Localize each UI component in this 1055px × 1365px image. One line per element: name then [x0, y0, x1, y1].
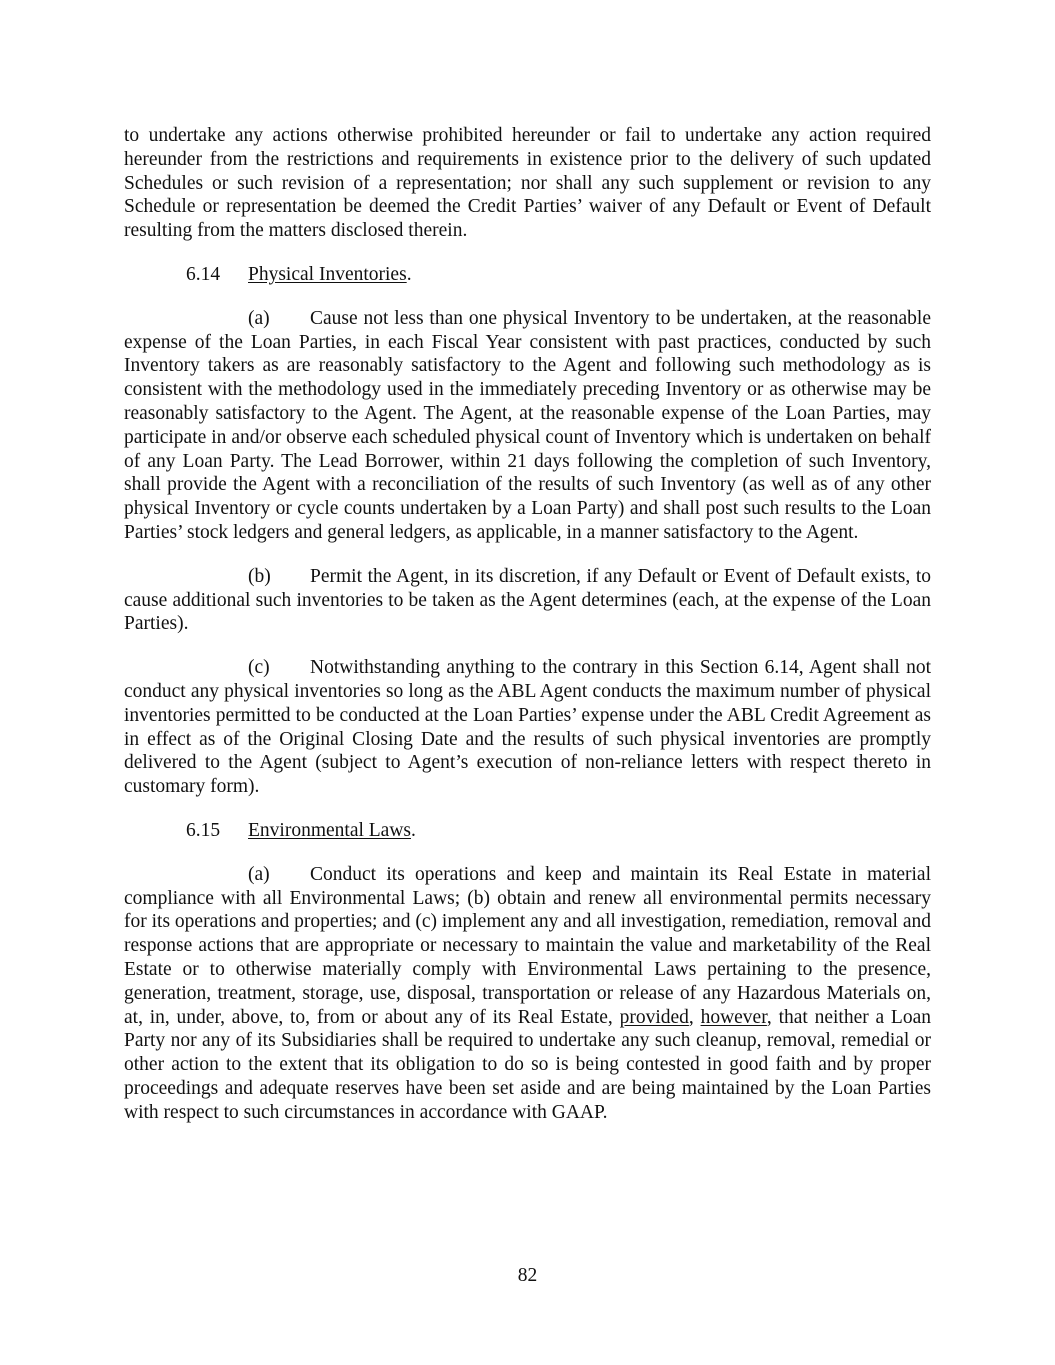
clause-text-part-1: Conduct its operations and keep and maintain its Real Estate in material compliance with all Environmental Laws; (b) obtain and renew all environmental permits necessary for its operations and properties; and (c) implement any and all investigation, remediation, removal and response actions that are appropriate or necessary to maintain the value and marketability of the Real Estate or to otherwise materially comply with Environmental Laws pertaining to the presence, generation, treatment, storage, use, disposal, transportation or release of any Hazardous Materials on, at, in, under, above, to, from or about any of its Real Estate,: [124, 863, 931, 1028]
however-term: however: [700, 1006, 767, 1028]
continuation-paragraph: to undertake any actions otherwise prohibited hereunder or fail to undertake any action required hereunder from the restrictions and requirements in existence prior to the delivery of such updated Schedules or such revision of a representation; nor shall any such supplement or revision to any Schedule or representation be deemed the Credit Parties’ waiver of any Default or Event of Default resulting from the matters disclosed therein.: [124, 125, 931, 242]
document-page: [124, 124, 931, 1124]
clause-label: (b): [248, 565, 271, 587]
page-number: 82: [517, 1265, 538, 1286]
clause-6-14-b: [124, 565, 931, 636]
clause-text-part-2: , that neither a Loan Party nor any of its Subsidiaries shall be required to undertake any such cleanup, removal, remedial or other action to the extent that its obligation to do so is being contested in good faith and by proper proceedings and adequate reserves have been set aside and are being maintained by the Loan Parties with respect to such circumstances in accordance with GAAP.: [124, 1006, 931, 1123]
clause-6-15-a: [124, 863, 931, 1125]
section-title: Environmental Laws: [248, 819, 411, 841]
section-title-period: .: [406, 263, 412, 285]
section-number: 6.14: [186, 263, 221, 285]
clause-label: (a): [248, 307, 270, 329]
section-heading-6-14: [124, 263, 931, 287]
provided-term: provided: [619, 1006, 689, 1028]
section-title-period: .: [411, 819, 416, 841]
clause-6-14-c: [124, 656, 931, 799]
section-title: Physical Inventories: [248, 263, 407, 285]
section-heading-6-15: [124, 819, 931, 843]
clause-label: (c): [248, 657, 270, 679]
clause-label: (a): [248, 863, 270, 885]
separator-comma: ,: [688, 1006, 701, 1028]
clause-text: Cause not less than one physical Inventory to be undertaken, at the reasonable expense of the Loan Parties, in each Fiscal Year consistent with past practices, conducted by such Inventory takers as are reasonably satisfactory to the Agent and following such methodology as is consistent with the methodology used in the immediately preceding Inventory or as otherwise may be reasonably satisfactory to the Agent. The Agent, at the reasonable expense of the Loan Parties, may participate in and/or observe each scheduled physical count of Inventory which is undertaken on behalf of any Loan Party. The Lead Borrower, within 21 days following the completion of such Inventory, shall provide the Agent with a reconciliation of the results of such Inventory (as well as of any other physical Inventory or cycle counts undertaken by a Loan Party) and shall post such results to the Loan Parties’ stock ledgers and general ledgers, as applicable, in a manner satisfactory to the Agent.: [124, 307, 931, 543]
clause-text: Permit the Agent, in its discretion, if any Default or Event of Default exists, to cause additional such inventories to be taken as the Agent determines (each, at the expense of the Loan Parties).: [124, 565, 931, 635]
clause-text: Notwithstanding anything to the contrary in this Section 6.14, Agent shall not conduct any physical inventories so long as the ABL Agent conducts the maximum number of physical inventories permitted to be conducted at the Loan Parties’ expense under the ABL Credit Agreement as in effect as of the Original Closing Date and the results of such physical inventories are promptly delivered to the Agent (subject to Agent’s execution of non-reliance letters with respect thereto in customary form).: [124, 657, 931, 798]
clause-6-14-a: [124, 307, 931, 545]
section-number: 6.15: [186, 819, 221, 841]
